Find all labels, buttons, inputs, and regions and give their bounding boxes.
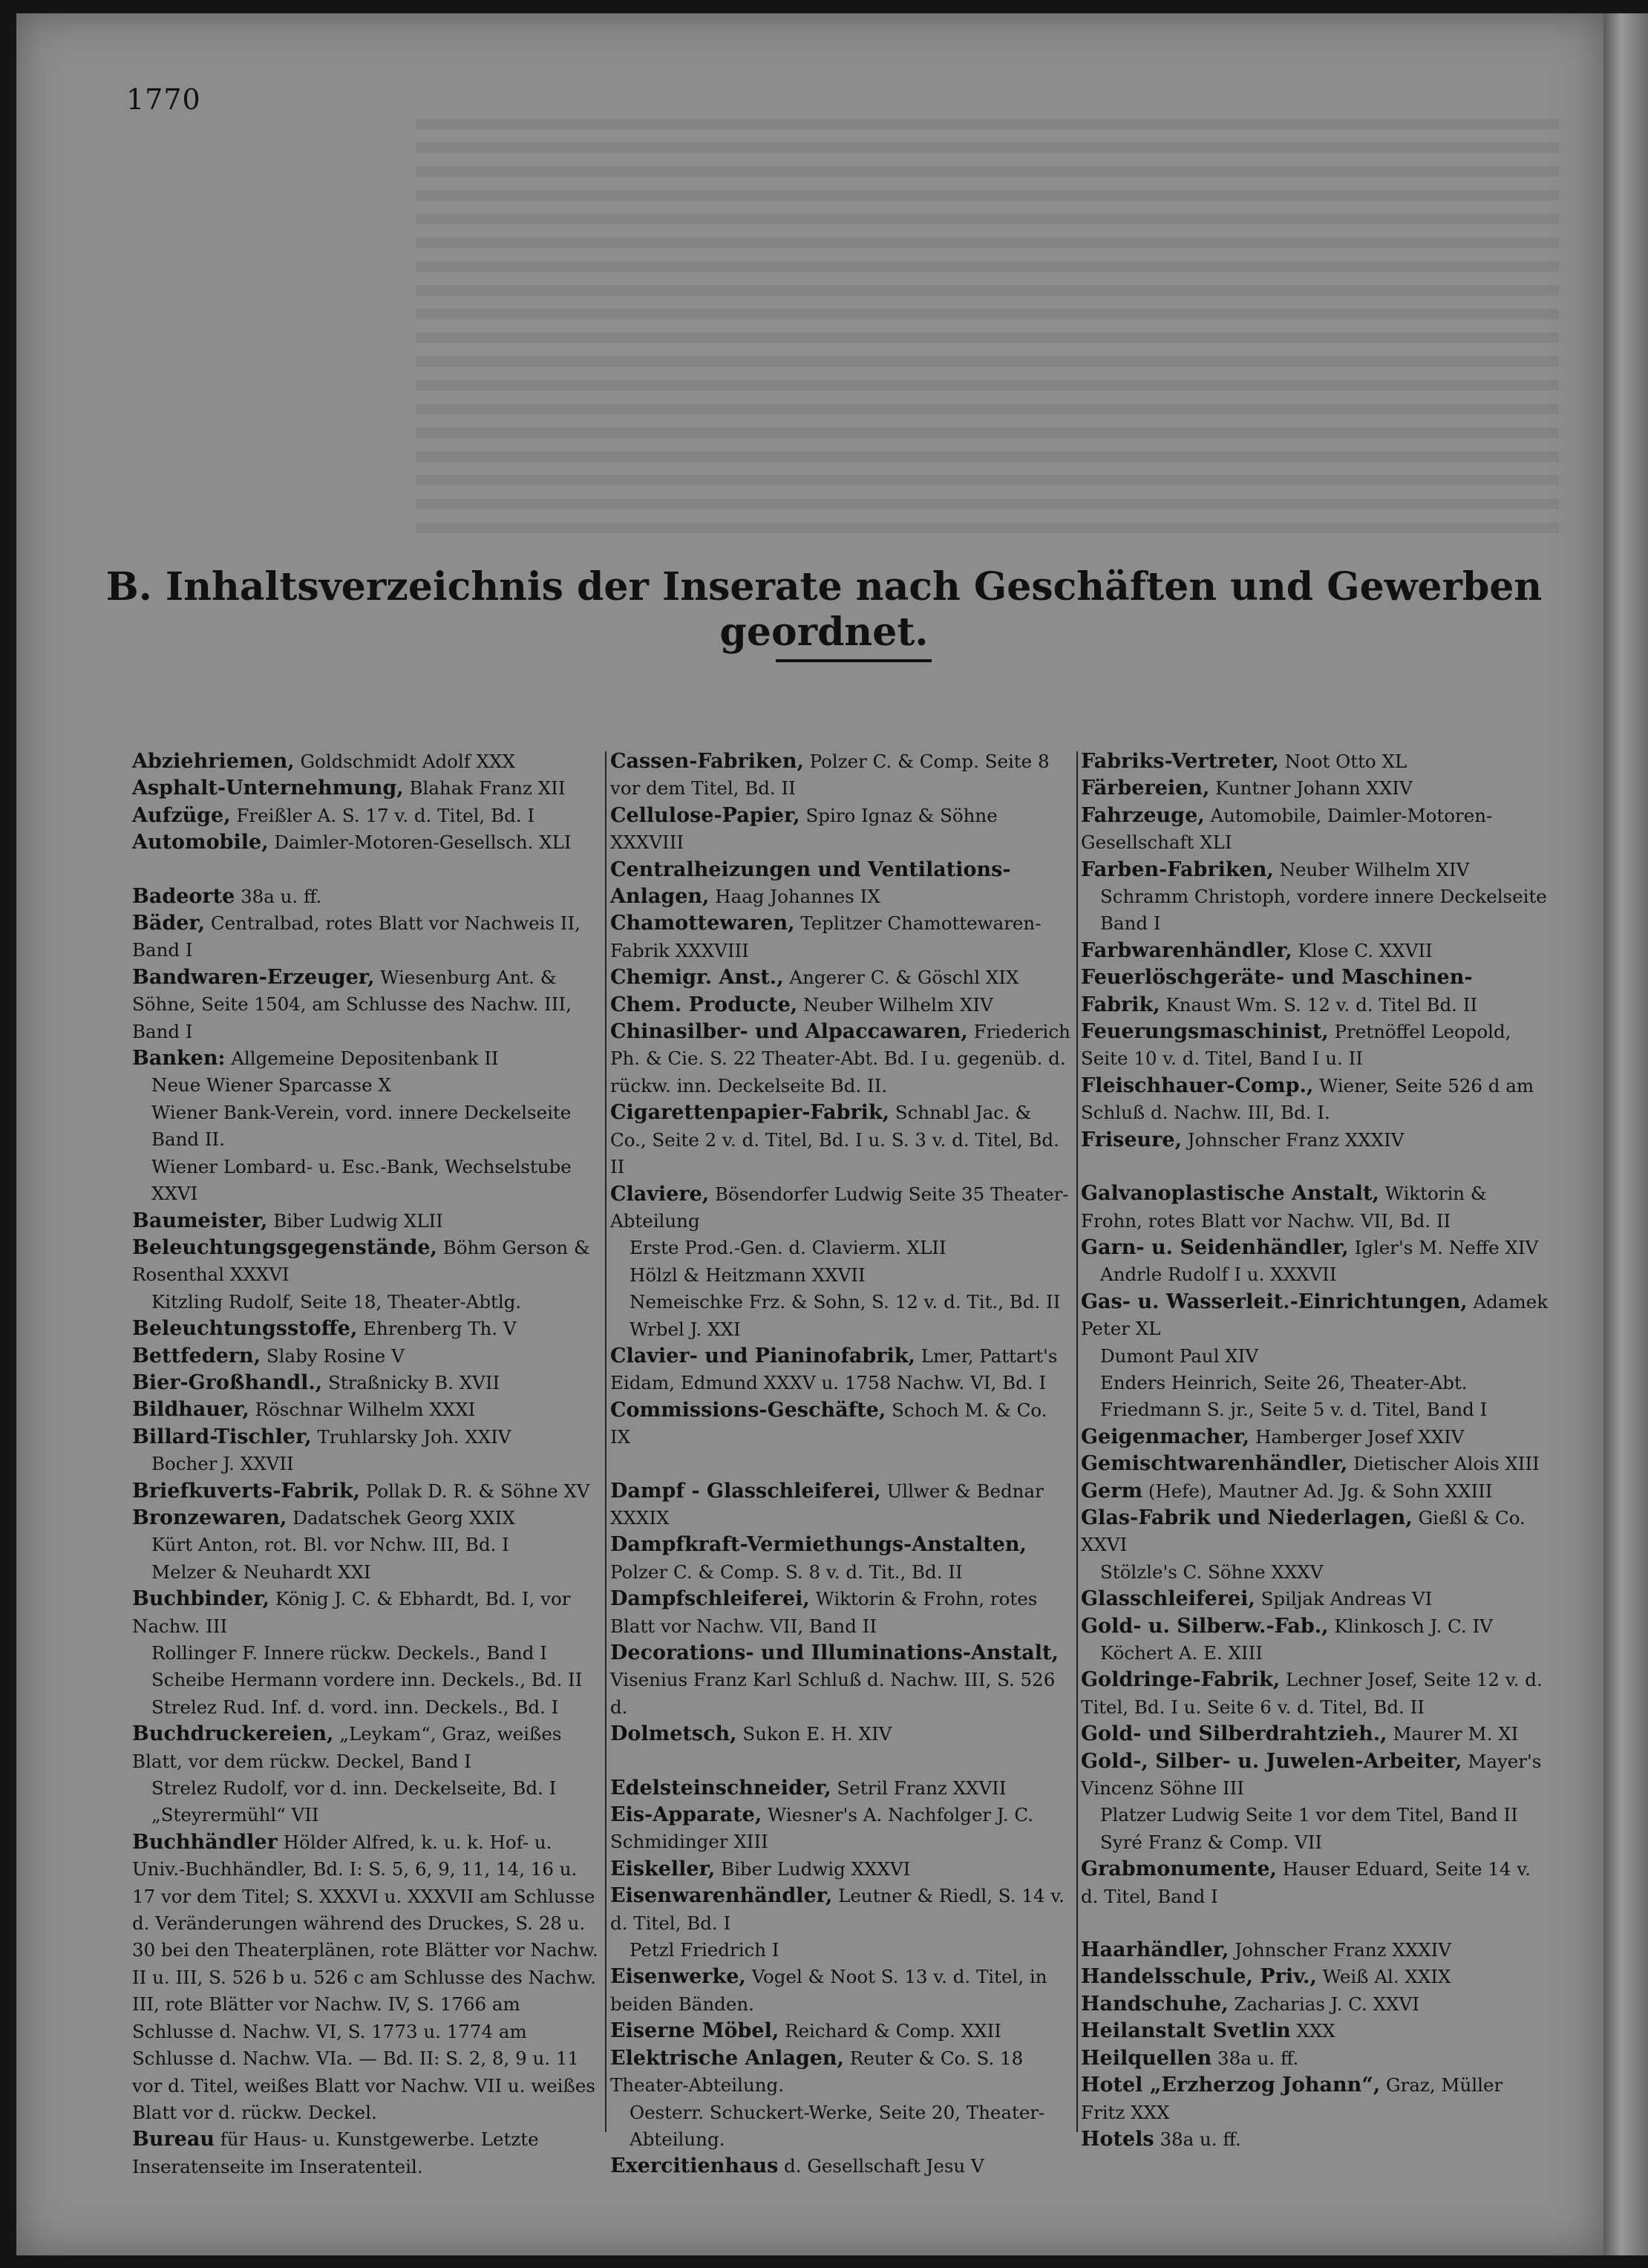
entry-detail: Sukon E. H. XIV <box>742 1723 892 1745</box>
entry-detail: Klinkosch J. C. IV <box>1334 1615 1493 1637</box>
entry-detail: Reuter & Co. S. 18 Theater-Abteilung. <box>610 2047 1024 2097</box>
entry-detail: König J. C. & Ebhardt, Bd. I, vor Nachw. III <box>132 1588 571 1637</box>
index-entry <box>610 1019 1072 1099</box>
entry-heading: Heilanstalt Svetlin <box>1081 2019 1291 2043</box>
index-entry <box>610 910 1072 964</box>
entry-subline <box>132 1640 600 1667</box>
entry-detail: Schnabl Jac. & Co., Seite 2 v. d. Titel, Bd. I u. S. 3 v. d. Titel, Bd. II <box>610 1102 1059 1178</box>
entry-detail: 38a u. ff. <box>1217 2047 1299 2069</box>
index-entry <box>1081 964 1549 1019</box>
entry-detail: Böhm Gerson & Rosenthal XXXVI <box>132 1236 590 1286</box>
index-entry <box>610 2153 1072 2180</box>
entry-heading: Buchdruckereien, <box>132 1722 334 1746</box>
entry-detail: Reichard & Comp. XXII <box>785 2020 1001 2042</box>
entry-subline <box>1081 883 1549 938</box>
index-entry <box>1081 1019 1549 1073</box>
entry-heading: Cigarettenpapier-Fabrik, <box>610 1101 890 1125</box>
entry-heading: Exercitienhaus <box>610 2154 779 2178</box>
index-entry <box>1081 1424 1549 1451</box>
entry-heading: Galvanoplastische Anstalt, <box>1081 1182 1379 1206</box>
entry-heading: Heilquellen <box>1081 2046 1212 2070</box>
entry-detail: Stölzle's C. Söhne XXXV <box>1100 1561 1324 1583</box>
index-entry <box>1081 1748 1549 1857</box>
entry-detail: Kuntner Johann XXIV <box>1215 777 1413 800</box>
entry-detail: Gießl & Co. XXVI <box>1081 1506 1526 1556</box>
index-entry <box>610 1397 1072 1451</box>
index-entry <box>132 1208 600 1235</box>
entry-detail: Wiener, Seite 526 d am Schluß d. Nachw. III, Bd. I. <box>1081 1074 1534 1124</box>
entry-detail: 38a u. ff. <box>241 885 322 907</box>
entry-heading: Hotel „Erzherzog Johann“, <box>1081 2073 1381 2097</box>
entry-heading: Beleuchtungsstoffe, <box>132 1317 358 1341</box>
index-entry <box>1081 857 1549 938</box>
entry-heading: Haarhändler, <box>1081 1938 1229 1962</box>
page-edge <box>1603 13 1648 2255</box>
column-divider <box>605 751 606 2132</box>
entry-subline <box>1081 1261 1549 1288</box>
entry-subline <box>1081 1343 1549 1370</box>
entry-heading: Abziehriemen, <box>132 750 295 773</box>
index-entry <box>1081 1937 1549 1964</box>
bleed-through-text <box>416 119 1559 535</box>
entry-detail: Wiktorin & Frohn, rotes Blatt vor Nachw. VII, Band II <box>610 1588 1038 1637</box>
entry-detail: Klose C. XXVII <box>1298 939 1433 961</box>
entry-heading: Banken: <box>132 1047 226 1071</box>
entry-subline <box>132 1532 600 1558</box>
entry-detail: Hölder Alfred, k. u. k. Hof- u. Univ.-Buchhändler, Bd. I: S. 5, 6, 9, 11, 14, 16 u. 17 vor dem Titel; S. XXXVI u. XXXVII am Schlusse d. Veränderungen während des Druckes, S. 28 u. 30 bei den Theaterplänen, rote Blätter vor Nachw. II u. III, S. 526 b u. 526 c am Schlusse des Nachw. III, rote Blätter vor Nachw. IV, S. 1766 am Schlusse d. Nachw. VI, S. 1773 u. 1774 am Schlusse d. Nachw. VIa. — Bd. II: S. 2, 8, 9 u. 11 vor d. Titel, weißes Blatt vor Nachw. VII u. weißes Blatt vor d. rückw. Deckel. <box>132 1831 598 2123</box>
entry-heading: Fleischhauer-Comp., <box>1081 1073 1314 1097</box>
index-entry <box>132 1424 600 1478</box>
entry-detail: Automobile, Daimler-Motoren-Gesellschaft XLI <box>1081 804 1493 854</box>
index-entry <box>132 1370 600 1396</box>
entry-heading: Chinasilber- und Alpaccawaren, <box>610 1020 968 1044</box>
entry-detail: Neuber Wilhelm XIV <box>803 993 993 1016</box>
entry-detail: Hamberger Josef XXIV <box>1255 1425 1465 1448</box>
entry-heading: Buchhändler <box>132 1830 278 1854</box>
entry-detail: Platzer Ludwig Seite 1 vor dem Titel, Band II <box>1100 1804 1518 1826</box>
index-entry <box>610 1856 1072 1883</box>
entry-detail: Visenius Franz Karl Schluß d. Nachw. III, S. 526 d. <box>610 1669 1056 1718</box>
entry-heading: Handelsschule, Priv., <box>1081 1965 1317 1989</box>
entry-heading: Dampf - Glasschleiferei, <box>610 1479 881 1503</box>
index-entry <box>1081 1586 1549 1612</box>
entry-detail: Ullwer & Bednar XXXIX <box>610 1480 1044 1529</box>
page-title: B. Inhaltsverzeichnis der Inserate nach Geschäften und Gewerben geordnet. <box>105 564 1543 655</box>
entry-heading: Grabmonumente, <box>1081 1857 1277 1881</box>
entry-detail: „Steyrermühl“ VII <box>151 1804 319 1826</box>
index-entry <box>610 1640 1072 1721</box>
index-entry <box>1081 1073 1549 1127</box>
entry-heading: Bäder, <box>132 912 206 935</box>
entry-detail: Lmer, Pattart's Eidam, Edmund XXXV u. 1758 Nachw. VI, Bd. I <box>610 1344 1058 1394</box>
entry-subline <box>132 1694 600 1721</box>
index-entry <box>1081 1235 1549 1289</box>
entry-heading: Automobile, <box>132 831 269 854</box>
entry-heading: Eis-Apparate, <box>610 1803 762 1827</box>
title-rule <box>776 659 932 662</box>
entry-heading: Bettfedern, <box>132 1344 261 1367</box>
index-entry <box>132 1396 600 1423</box>
entry-subline <box>1081 1802 1549 1829</box>
index-entry <box>610 1802 1072 1856</box>
entry-subline <box>1081 1396 1549 1423</box>
entry-detail: Enders Heinrich, Seite 26, Theater-Abt. <box>1100 1371 1468 1393</box>
entry-subline <box>610 1289 1072 1316</box>
entry-heading: Centralheizungen und Ventilations-Anlagen, <box>610 857 1011 909</box>
entry-heading: Fahrzeuge, <box>1081 803 1205 827</box>
entry-heading: Gold- u. Silberw.-Fab., <box>1081 1614 1329 1638</box>
index-entry <box>610 1586 1072 1640</box>
entry-detail: Freißler A. S. 17 v. d. Titel, Bd. I <box>236 804 535 826</box>
entry-detail: Spiljak Andreas VI <box>1260 1588 1433 1610</box>
entry-detail: Bocher J. XXVII <box>151 1453 294 1475</box>
index-entry <box>610 1721 1072 1748</box>
entry-heading: Friseure, <box>1081 1128 1182 1151</box>
index-column-1 <box>132 748 600 2180</box>
entry-detail: Dadatschek Georg XXIX <box>292 1506 515 1529</box>
entry-heading: Hotels <box>1081 2127 1154 2151</box>
entry-detail: Wiener Bank-Verein, vord. innere Deckelseite Band II. <box>151 1101 572 1151</box>
entry-heading: Buchbinder, <box>132 1587 270 1611</box>
entry-heading: Gas- u. Wasserleit.-Einrichtungen, <box>1081 1290 1468 1313</box>
entry-detail: Allgemeine Depositenbank II <box>231 1048 499 1070</box>
entry-detail: Goldschmidt Adolf XXX <box>300 751 515 772</box>
index-entry <box>132 829 600 856</box>
entry-heading: Feuerlöschgeräte- und Maschinen-Fabrik, <box>1081 966 1473 1016</box>
entry-detail: Mayer's Vincenz Söhne III <box>1081 1750 1542 1800</box>
index-entry <box>132 1829 600 2126</box>
index-entry <box>610 964 1072 991</box>
index-entry <box>610 2018 1072 2045</box>
entry-heading: Bandwaren-Erzeuger, <box>132 965 375 989</box>
index-entry <box>1081 1505 1549 1586</box>
index-entry <box>132 1343 600 1370</box>
entry-detail: Andrle Rudolf I u. XXXVII <box>1100 1264 1337 1286</box>
index-entry <box>610 1964 1072 2018</box>
entry-detail: Maurer M. XI <box>1393 1723 1519 1745</box>
entry-heading: Geigenmacher, <box>1081 1425 1250 1448</box>
index-entry <box>1081 1180 1549 1235</box>
entry-subline <box>1081 1559 1549 1586</box>
index-entry <box>1081 1721 1549 1748</box>
entry-detail: „Leykam“, Graz, weißes Blatt, vor dem rückw. Deckel, Band I <box>132 1723 562 1772</box>
entry-detail: Centralbad, rotes Blatt vor Nachweis II, Band I <box>132 912 581 961</box>
page-number: 1770 <box>126 83 201 116</box>
entry-detail: Neue Wiener Sparcasse X <box>151 1074 391 1097</box>
entry-heading: Decorations- und Illuminations-Anstalt, <box>610 1641 1059 1664</box>
index-entry <box>132 2126 600 2180</box>
entry-detail: Dumont Paul XIV <box>1100 1344 1259 1367</box>
index-entry <box>132 1316 600 1342</box>
entry-detail: Pretnöffel Leopold, Seite 10 v. d. Titel, Band I u. II <box>1081 1021 1511 1070</box>
entry-heading: Asphalt-Unternehmung, <box>132 777 404 800</box>
entry-heading: Aufzüge, <box>132 803 231 827</box>
entry-detail: Wiener Lombard- u. Esc.-Bank, Wechselstube XXVI <box>151 1155 572 1205</box>
entry-detail: Spiro Ignaz & Söhne XXXVIII <box>610 804 998 854</box>
entry-detail: d. Gesellschaft Jesu V <box>784 2155 984 2177</box>
entry-detail: Ehrenberg Th. V <box>363 1318 517 1340</box>
entry-detail: Truhlarsky Joh. XXIV <box>317 1425 511 1448</box>
entry-subline <box>132 1154 600 1208</box>
index-entry <box>132 1045 600 1207</box>
column-divider <box>1076 751 1078 2132</box>
index-entry <box>610 1532 1072 1586</box>
entry-detail: Johnscher Franz XXXIV <box>1187 1128 1405 1151</box>
entry-subline <box>610 1316 1072 1343</box>
entry-subline <box>132 1289 600 1316</box>
index-entry <box>132 803 600 829</box>
index-entry <box>1081 1667 1549 1721</box>
entry-detail: Biber Ludwig XXXVI <box>721 1857 911 1880</box>
entry-detail: Teplitzer Chamottewaren-Fabrik XXXVIII <box>610 912 1042 961</box>
index-entry <box>132 1505 600 1586</box>
entry-heading: Commissions-Geschäfte, <box>610 1398 886 1422</box>
entry-detail: Biber Ludwig XLII <box>273 1209 443 1232</box>
entry-heading: Eisenwarenhändler, <box>610 1884 833 1908</box>
index-entry <box>132 775 600 802</box>
entry-subline <box>610 1262 1072 1289</box>
entry-detail: Vogel & Noot S. 13 v. d. Titel, in beiden Bänden. <box>610 1966 1047 2015</box>
entry-heading: Badeorte <box>132 884 235 908</box>
entry-heading: Chamottewaren, <box>610 912 795 935</box>
entry-heading: Cassen-Fabriken, <box>610 750 804 773</box>
entry-subline <box>132 1451 600 1477</box>
entry-subline <box>132 1667 600 1693</box>
index-entry <box>1081 1478 1549 1505</box>
entry-detail: Haag Johannes IX <box>715 886 880 908</box>
entry-heading: Edelsteinschneider, <box>610 1776 831 1800</box>
entry-heading: Eiskeller, <box>610 1857 716 1880</box>
index-entry <box>132 748 600 775</box>
entry-heading: Glas-Fabrik und Niederlagen, <box>1081 1506 1413 1529</box>
index-entry <box>610 2045 1072 2154</box>
entry-detail: Slaby Rosine V <box>266 1344 405 1367</box>
entry-subline <box>610 1235 1072 1261</box>
index-entry <box>1081 775 1549 802</box>
index-entry <box>132 910 600 964</box>
entry-detail: Petzl Friedrich I <box>630 1939 779 1961</box>
index-entry <box>132 1478 600 1505</box>
index-entry <box>1081 2126 1549 2153</box>
entry-detail: Melzer & Neuhardt XXI <box>151 1561 371 1583</box>
entry-detail: Wiesenburg Ant. & Söhne, Seite 1504, am Schlusse des Nachw. III, Band I <box>132 966 572 1042</box>
entry-detail: Setril Franz XXVII <box>837 1777 1007 1799</box>
entry-heading: Feuerungsmaschinist, <box>1081 1020 1329 1044</box>
entry-detail: (Hefe), Mautner Ad. Jg. & Sohn XXIII <box>1148 1480 1493 1502</box>
entry-detail: Adamek Peter XL <box>1081 1290 1549 1340</box>
entry-heading: Handschuhe, <box>1081 1992 1229 2016</box>
entry-heading: Claviere, <box>610 1182 710 1206</box>
entry-heading: Bronzewaren, <box>132 1506 287 1529</box>
entry-detail: Dietischer Alois XIII <box>1353 1453 1540 1475</box>
entry-detail: Strelez Rud. Inf. d. vord. inn. Deckels., Bd. I <box>151 1696 559 1718</box>
entry-subline <box>1081 1370 1549 1396</box>
entry-detail: Polzer C. & Comp. S. 8 v. d. Tit., Bd. II <box>610 1561 963 1583</box>
entry-detail: Bösendorfer Ludwig Seite 35 Theater-Abteilung <box>610 1183 1069 1232</box>
index-entry <box>132 964 600 1045</box>
entry-detail: Kürt Anton, rot. Bl. vor Nchw. III, Bd. I <box>151 1534 509 1556</box>
entry-detail: Köchert A. E. XIII <box>1100 1642 1263 1664</box>
entry-detail: 38a u. ff. <box>1160 2128 1241 2150</box>
entry-heading: Farben-Fabriken, <box>1081 857 1274 881</box>
entry-heading: Clavier- und Pianinofabrik, <box>610 1344 915 1367</box>
entry-detail: Erste Prod.-Gen. d. Clavierm. XLII <box>630 1237 946 1259</box>
entry-detail: Röschnar Wilhelm XXXI <box>255 1399 476 1421</box>
entry-detail: Daimler-Motoren-Gesellsch. XLI <box>274 831 572 854</box>
entry-heading: Briefkuverts-Fabrik, <box>132 1479 361 1503</box>
entry-heading: Dampfschleiferei, <box>610 1587 810 1611</box>
entry-detail: Knaust Wm. S. 12 v. d. Titel Bd. II <box>1165 993 1478 1016</box>
entry-heading: Elektrische Anlagen, <box>610 2046 844 2070</box>
entry-heading: Bildhauer, <box>132 1398 249 1422</box>
index-entry <box>1081 1127 1549 1154</box>
entry-detail: Schoch M. & Co. IX <box>610 1399 1047 1448</box>
entry-detail: Zacharias J. C. XXVI <box>1234 1993 1419 2015</box>
index-entry <box>1081 1964 1549 1990</box>
entry-detail: Angerer C. & Göschl XIX <box>789 967 1019 989</box>
entry-heading: Beleuchtungsgegenstände, <box>132 1235 437 1259</box>
entry-detail: Wiktorin & Frohn, rotes Blatt vor Nachw. VII, Bd. II <box>1081 1183 1487 1232</box>
entry-heading: Bier-Großhandl., <box>132 1370 323 1394</box>
entry-detail: Pollak D. R. & Söhne XV <box>365 1480 590 1502</box>
entry-subline <box>132 1099 600 1154</box>
entry-detail: Rollinger F. Innere rückw. Deckels., Band I <box>151 1642 547 1664</box>
entry-detail: Schramm Christoph, vordere innere Deckelseite Band I <box>1100 886 1547 935</box>
entry-heading: Chemigr. Anst., <box>610 966 784 990</box>
index-column-2 <box>610 748 1072 2180</box>
entry-detail: Igler's M. Neffe XIV <box>1354 1236 1539 1258</box>
entry-detail: Strelez Rudolf, vor d. inn. Deckelseite, Bd. I <box>151 1777 557 1800</box>
entry-detail: Blahak Franz XII <box>409 777 566 800</box>
entry-heading: Dampfkraft-Vermiethungs-Anstalten, <box>610 1533 1027 1557</box>
index-entry <box>610 1343 1072 1397</box>
index-entry <box>1081 2072 1549 2126</box>
index-entry <box>132 1721 600 1829</box>
entry-heading: Eisenwerke, <box>610 1965 746 1989</box>
index-entry <box>610 1883 1072 1964</box>
entry-heading: Gold-, Silber- u. Juwelen-Arbeiter, <box>1081 1749 1462 1773</box>
index-entry <box>1081 1451 1549 1477</box>
entry-detail: Hauser Eduard, Seite 14 v. d. Titel, Band I <box>1081 1858 1531 1907</box>
index-entry <box>610 857 1072 911</box>
entry-detail: Friederich Ph. & Cie. S. 22 Theater-Abt. Bd. I u. gegenüb. d. rückw. inn. Deckelseite Bd. II. <box>610 1021 1070 1097</box>
entry-subline <box>132 1072 600 1099</box>
entry-heading: Fabriks-Vertreter, <box>1081 750 1279 773</box>
entry-detail: Wrbel J. XXI <box>630 1318 741 1340</box>
entry-detail: Kitzling Rudolf, Seite 18, Theater-Abtlg. <box>151 1290 522 1313</box>
entry-subline <box>132 1802 600 1829</box>
entry-detail: Hölzl & Heitzmann XXVII <box>630 1264 866 1286</box>
entry-heading: Farbwarenhändler, <box>1081 938 1292 962</box>
index-entry <box>610 748 1072 803</box>
entry-detail: Noot Otto XL <box>1284 751 1407 772</box>
index-entry <box>1081 1289 1549 1424</box>
entry-subline <box>132 1775 600 1802</box>
entry-detail: für Haus- u. Kunstgewerbe. Letzte Inseratenseite im Inseratenteil. <box>132 2128 539 2177</box>
entry-heading: Gemischtwarenhändler, <box>1081 1452 1348 1476</box>
entry-detail: Polzer C. & Comp. Seite 8 vor dem Titel, Bd. II <box>610 751 1050 800</box>
entry-subline <box>1081 1829 1549 1856</box>
entry-heading: Bureau <box>132 2128 215 2151</box>
index-entry <box>1081 938 1549 964</box>
entry-heading: Glasschleiferei, <box>1081 1587 1255 1611</box>
entry-heading: Garn- u. Seidenhändler, <box>1081 1235 1349 1259</box>
entry-detail: Syré Franz & Comp. VII <box>1100 1831 1323 1853</box>
index-entry <box>1081 2045 1549 2072</box>
index-entry <box>610 803 1072 857</box>
index-entry <box>610 1099 1072 1180</box>
entry-subline <box>610 1937 1072 1964</box>
index-entry <box>610 992 1072 1019</box>
entry-heading: Gold- und Silberdrahtzieh., <box>1081 1722 1387 1746</box>
index-entry <box>1081 1613 1549 1667</box>
entry-detail: Oesterr. Schuckert-Werke, Seite 20, Theater-Abteilung. <box>630 2101 1045 2150</box>
entry-subline <box>610 2099 1072 2154</box>
entry-heading: Eiserne Möbel, <box>610 2019 779 2043</box>
entry-detail: Scheibe Hermann vordere inn. Deckels., Bd. II <box>151 1669 583 1691</box>
index-column-3 <box>1081 748 1549 2153</box>
entry-heading: Goldringe-Fabrik, <box>1081 1668 1281 1692</box>
index-entry <box>1081 803 1549 857</box>
index-entry <box>610 1775 1072 1802</box>
entry-heading: Cellulose-Papier, <box>610 803 800 827</box>
entry-detail: XXX <box>1296 2020 1335 2042</box>
index-entry <box>132 1235 600 1316</box>
index-entry <box>132 1586 600 1721</box>
entry-subline <box>132 1559 600 1586</box>
entry-detail: Graz, Müller Fritz XXX <box>1081 2074 1503 2123</box>
entry-heading: Dolmetsch, <box>610 1722 737 1746</box>
entry-heading: Chem. Producte, <box>610 993 798 1016</box>
entry-detail: Lechner Josef, Seite 12 v. d. Titel, Bd. I u. Seite 6 v. d. Titel, Bd. II <box>1081 1669 1543 1718</box>
entry-heading: Baumeister, <box>132 1209 268 1232</box>
index-entry <box>610 1478 1072 1532</box>
index-entry <box>1081 748 1549 775</box>
index-entry <box>132 883 600 910</box>
entry-detail: Wiesner's A. Nachfolger J. C. Schmidinger XIII <box>610 1804 1034 1853</box>
entry-detail: Weiß Al. XXIX <box>1322 1966 1451 1988</box>
entry-detail: Johnscher Franz XXXIV <box>1235 1939 1451 1961</box>
entry-heading: Billard-Tischler, <box>132 1425 312 1448</box>
entry-detail: Leutner & Riedl, S. 14 v. d. Titel, Bd. I <box>610 1885 1065 1934</box>
entry-heading: Germ <box>1081 1479 1143 1503</box>
entry-heading: Färbereien, <box>1081 777 1210 800</box>
entry-detail: Neuber Wilhelm XIV <box>1279 858 1470 880</box>
entry-detail: Nemeischke Frz. & Sohn, S. 12 v. d. Tit., Bd. II <box>630 1291 1061 1313</box>
entry-subline <box>1081 1640 1549 1667</box>
entry-detail: Friedmann S. jr., Seite 5 v. d. Titel, Band I <box>1100 1399 1488 1421</box>
index-entry <box>610 1181 1072 1343</box>
index-entry <box>1081 2018 1549 2045</box>
index-entry <box>1081 1991 1549 2018</box>
entry-detail: Straßnicky B. XVII <box>327 1371 500 1393</box>
index-entry <box>1081 1856 1549 1910</box>
